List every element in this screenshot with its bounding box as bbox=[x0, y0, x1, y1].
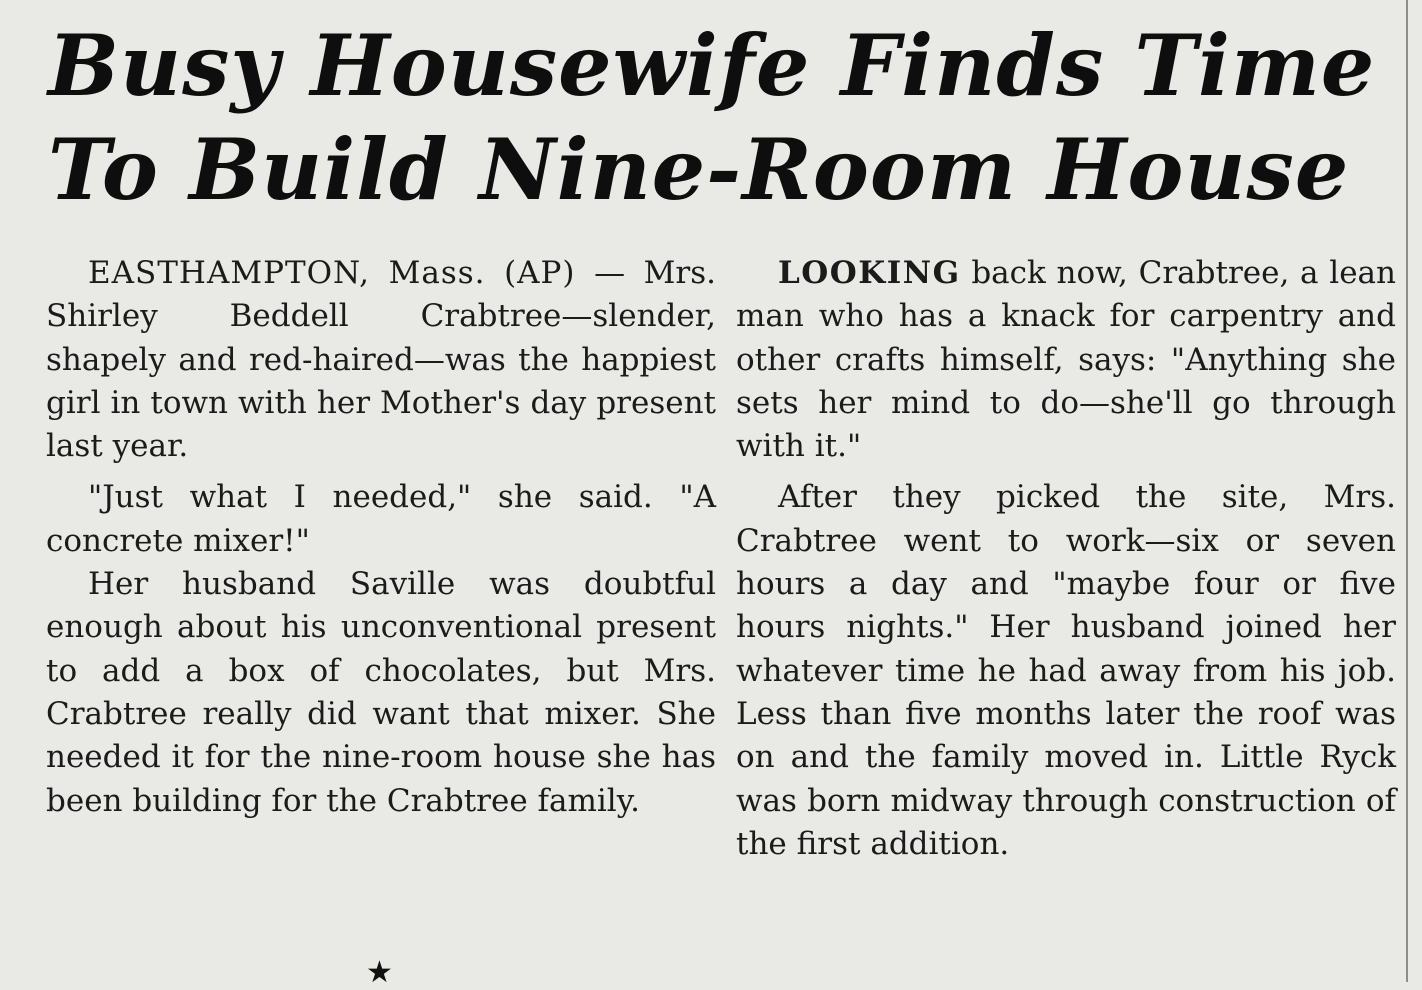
column-rule bbox=[1406, 0, 1408, 982]
paragraph-husband: Her husband Saville was doubtful enough about his unconventional present to add a box of chocolates, but Mrs. Crabtree really did want that mixer. She needed it for the nine-room house she has been building for the Crabtree family. bbox=[46, 566, 716, 819]
dateline: EASTHAMPTON, Mass. (AP) — bbox=[88, 255, 627, 291]
headline-line-1: Busy Housewife Finds Time bbox=[48, 16, 1376, 115]
paragraph-1-body: Mrs. Shirley Beddell Crabtree—slender, shapely and red-haired—was the happiest girl in town with her Mother's day present last year. bbox=[46, 255, 716, 465]
article-column-right bbox=[736, 252, 1396, 866]
star-icon: ★ bbox=[366, 955, 393, 990]
headline-line-2: To Build Nine-Room House bbox=[48, 120, 1350, 219]
paragraph-dateline bbox=[46, 252, 716, 468]
paragraph-looking-back-body: back now, Crabtree, a lean man who has a knack for carpentry and other crafts himself, says: "Anything she sets her mind to do—she'll go through with it." bbox=[736, 255, 1396, 465]
article-column-left bbox=[46, 252, 716, 823]
headline bbox=[48, 14, 1376, 222]
paragraph-site: After they picked the site, Mrs. Crabtree went to work—six or seven hours a day and "maybe four or five hours nights." Her husband joined her whatever time he had away from his job. Less than five months later the roof was on and the family moved in. Little Ryck was born midway through construction of the first addition. bbox=[736, 479, 1396, 862]
lead-word: LOOKING bbox=[778, 255, 961, 291]
paragraph-looking-back bbox=[736, 252, 1396, 468]
paragraph-quote: "Just what I needed," she said. "A concrete mixer!" bbox=[46, 479, 716, 559]
